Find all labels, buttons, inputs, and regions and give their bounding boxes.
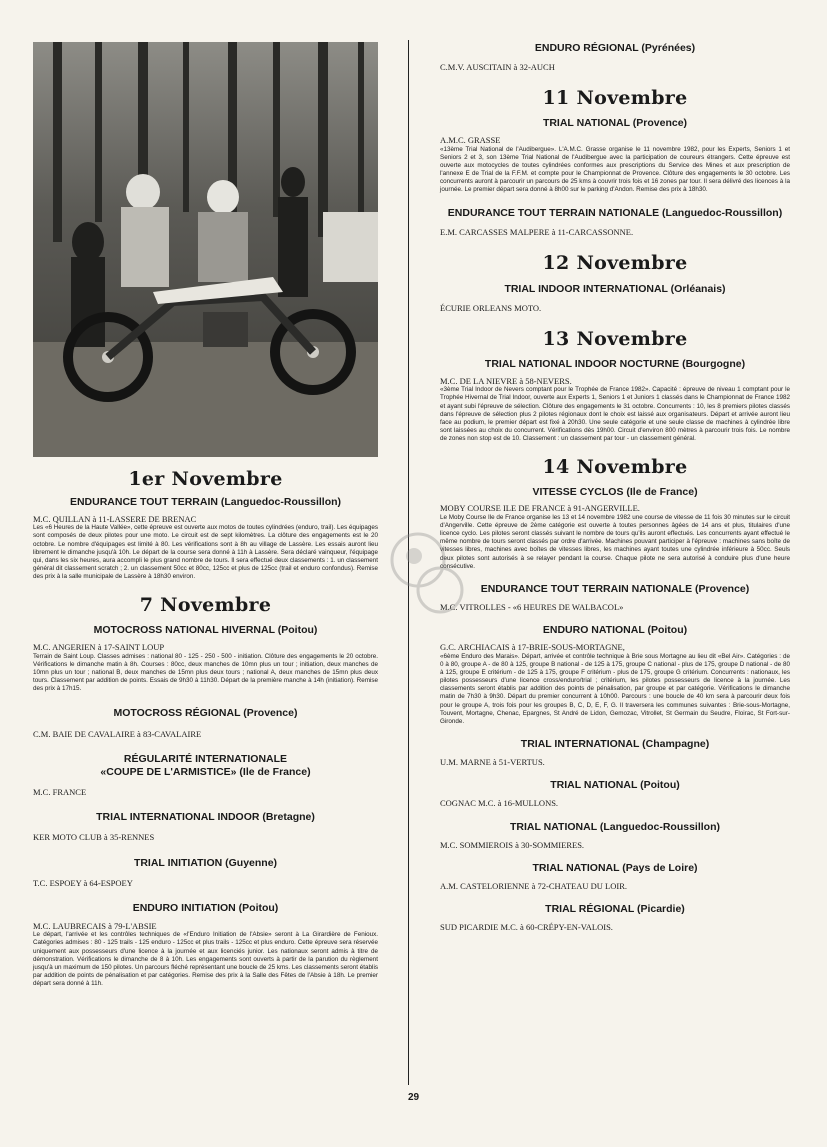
event-title: TRIAL NATIONAL INDOOR NOCTURNE (Bourgogne) (484, 357, 746, 370)
left-column (33, 42, 378, 988)
date-heading: 11 Novembre (542, 87, 688, 110)
event-title: MOTOCROSS NATIONAL HIVERNAL (Poitou) (93, 624, 318, 637)
event-title: TRIAL INITIATION (Guyenne) (133, 856, 278, 869)
event-description: «3ème Trial Indoor de Nevers comptant pour le Trophée de France 1982». Capacité : épreuve de niveau 1 comptant pour le Trophée Hivernal de Trial Indoor, ouverte aux Experts 1, Seniors 1 et Juniors 1 classés dans le Championnat de France 1982 et ayant subi l'épreuve de sélection. Clôture des engagements le 31 octobre. Concurrents : 10, les 8 premiers pilotes classés dans l'épreuve de sélection plus 2 pilotes régionaux dont le choix est laissé aux organisateurs. Départ et arrivée auront lieu face au podium, le premier départ est fixé à 20h30. Une seule catégorie et une seule classe de machines à cylindrée libre sont laissées au choix du concurrent. Vérifications dès 19h00. Circuit d'environ 800 mètres à parcourir trois fois. Le nombre de zones non stop est de 10. Classement : un classement par tour - un classement général. (440, 386, 790, 443)
event-title: TRIAL INTERNATIONAL (Champagne) (520, 738, 710, 751)
club-name: E.M. CARCASSES MALPERE à 11-CARCASSONNE. (440, 226, 634, 237)
event-description: «6ème Enduro des Marais». Départ, arrivée et contrôle technique à Brie sous Mortagne au lieu dit «Bel Air». Catégories : de 0 à 80, groupe A - de 80 à 125, groupe B national - de 125 à 175, groupe C national - plus de 175, groupe D national - de 80 à 125, groupe E critérium - de 125 à 175, groupe F critérium - plus de 175, groupe G critérium. Concurrents : nationaux, les pilotes possesseurs d'une licence cross/enduro/trial ; critérium, les pilotes possesseurs de licence à la journée. Les classements seront établis par addition des points de pénalisation, par groupe et par catégorie. Vérifications le dimanche matin de 7h30 à 9h30. Départ du premier concurrent à 10h00. Parcours : une boucle de 40 km sera à parcourir deux fois pour le groupe A, trois fois pour les groupes B, C, D, E, F, G. Il traversera les communes suivantes : Brie-sous-Mortagne, Touvent, Mortagne, Chenac, Epargnes, St André de Lidon, Gemozac, Vitrollet, St Germain du Seudre, Floirac, St Fort-sur-Gironde. (440, 652, 790, 725)
club-name: M.C. VITROLLES - «6 HEURES DE WALBACOL» (440, 602, 624, 612)
club-name: KER MOTO CLUB à 35-RENNES (33, 832, 155, 843)
club-name: G.C. ARCHIACAIS à 17-BRIE-SOUS-MORTAGNE, (440, 642, 625, 653)
motocross-photo (33, 42, 378, 457)
club-name: M.C. ANGERIEN à 17-SAINT LOUP (33, 642, 165, 653)
event-title: TRIAL NATIONAL (Languedoc-Roussillon) (510, 820, 720, 833)
club-name: T.C. ESPOEY à 64-ESPOEY (33, 877, 133, 888)
event-title: TRIAL NATIONAL (Poitou) (550, 779, 680, 792)
event-title: RÉGULARITÉ INTERNATIONALE (123, 752, 288, 765)
event-title: TRIAL RÉGIONAL (Picardie) (545, 903, 685, 916)
club-name: C.M.V. AUSCITAIN à 32-AUCH (440, 62, 555, 73)
date-heading: 7 Novembre (139, 594, 272, 617)
event-title: ENDURO RÉGIONAL (Pyrénées) (534, 42, 696, 54)
club-name: A.M. CASTELORIENNE à 72-CHATEAU DU LOIR. (440, 881, 627, 892)
date-heading: 12 Novembre (542, 251, 688, 274)
motocross-photo-icon (33, 42, 378, 457)
event-title: ENDURANCE TOUT TERRAIN (Languedoc-Roussillon) (69, 495, 342, 508)
club-name: MOBY COURSE ILE DE FRANCE à 91-ANGERVILLE. (440, 503, 640, 514)
club-name: ÉCURIE ORLEANS MOTO. (440, 302, 542, 313)
club-name: A.M.C. GRASSE (440, 135, 501, 146)
event-description: Le départ, l'arrivée et les contrôles techniques de «l'Enduro Initiation de l'Absie» seront à La Girardière de Fenioux. Catégories admises : 80 - 125 trails - 125 enduro - 125cc et plus trails - 125cc et plus enduro. Cette épreuve sera réservée uniquement aux possesseurs d'une licence à la journée et aux licenciés junior. Les nationaux seront admis à titre de démonstration. Vérifications le dimanche de 8 à 10h. Les engagements sont ouverts à partir de la parution du règlement jusqu'à un maximum de 150 pilotes. Un parcours fléché représentant une boucle de 25 kms. Les classements seront établis par addition de points de pénalisation et par catégories. Remise des prix à la Salle des Fêtes de l'Absie à 18h. Le premier départ sera donné à 11h. (33, 931, 378, 988)
club-name: U.M. MARNE à 51-VERTUS. (440, 757, 545, 768)
club-name: C.M. BAIE DE CAVALAIRE à 83-CAVALAIRE (33, 728, 202, 739)
date-heading: 13 Novembre (542, 328, 688, 351)
club-name: M.C. SOMMIEROIS à 30-SOMMIERES. (440, 839, 585, 850)
club-name: M.C. DE LA NIEVRE à 58-NEVERS. (440, 376, 572, 387)
club-name: M.C. QUILLAN à 11-LASSERE DE BRENAC (33, 514, 197, 525)
event-title-line-2: «COUPE DE L'ARMISTICE» (Ile de France) (100, 765, 311, 778)
date-heading: 1er Novembre (128, 468, 283, 490)
event-title: TRIAL NATIONAL (Pays de Loire) (532, 861, 698, 874)
event-title: ENDURANCE TOUT TERRAIN NATIONALE (Provence) (480, 582, 750, 595)
library-stamp-icon (388, 520, 468, 630)
club-name: M.C. LAUBRECAIS à 79-L'ABSIE (33, 920, 157, 931)
event-title: TRIAL INTERNATIONAL INDOOR (Bretagne) (96, 811, 315, 824)
event-title: TRIAL INDOOR INTERNATIONAL (Orléanais) (504, 282, 726, 295)
event-title: MOTOCROSS RÉGIONAL (Provence) (113, 707, 298, 720)
event-title: VITESSE CYCLOS (Ile de France) (532, 486, 698, 499)
club-name: M.C. FRANCE (33, 787, 87, 798)
event-title: ENDURO INITIATION (Poitou) (132, 901, 279, 914)
event-description: Terrain de Saint Loup. Classes admises : national 80 - 125 - 250 - 500 - initiation. Clôture des engagements le 20 octobre. Vérifications le dimanche matin à 8h. Courses : 80cc, deux manches de 10mn plus un tour ; initiation, deux manches de 10mn plus un tour ; national B, deux manches de 15mn plus deux tours ; national A, deux manches de 15mn plus deux tours. Classement par addition de points. Essais de 9h30 à 11h30. Départ de la première manche à 14h (initiation). Remise des prix à 17h15. (33, 652, 378, 693)
right-column (440, 42, 790, 933)
event-title: ENDURANCE TOUT TERRAIN NATIONALE (Languedoc-Roussillon) (447, 206, 783, 219)
event-description: Les «6 Heures de la Haute Vallée», cette épreuve est ouverte aux motos de toutes cylindrées (enduro, trail). Les équipages sont composés de deux pilotes pour une moto. Le circuit est de sept kilomètres. La clôture des engagements est le 20 octobre. Le nombre d'équipages est limité à 80. Les vérifications sont à 8h au village de Lassère. Les essais auront lieu librement le dimanche jusqu'à 10h. Le départ de la course sera donné à 11h à Lassère. Sera déclaré vainqueur, l'équipage qui, dans les six heures, aura accompli le plus grand nombre de tours. Il sera effectué deux classements : 1. un classement général dit classement scratch ; 2. un classement 50cc et 80cc, 125cc et plus de 125cc (trail et enduro confondus). Remise des prix à la salle municipale de Lassère à 18h30 environ. (33, 524, 378, 581)
event-title: TRIAL NATIONAL (Provence) (542, 117, 688, 130)
event-description: «13ème Trial National de l'Audibergue». L'A.M.C. Grasse organise le 11 novembre 1982, pour les Experts, Seniors 1 et Seniors 2 et 3, son 13ème Trial National de l'Audibergue avec la participation de coureurs étrangers. Cette épreuve est ouverte aux motocycles de toutes cylindrées conformes aux prescriptions du Service des Mines et aux prescription de l'annexe E de Trial de la F.F.M. et compte pour le Championnat de Provence. Clôture des engagements le 30 octobre. Les concurrents auront à parcourir un parcours de 25 kms à couvrir trois fois et 16 zones par tour. Il sera délivré des licences à la journée. Le premier départ sera donné à 8h00 sur le parking d'Andon. Remise des prix à 18h30. (440, 145, 790, 194)
event-description: Le Moby Course Ile de France organise les 13 et 14 novembre 1982 une course de vitesse de 11 fois 30 minutes sur le circuit d'Angerville. Cette épreuve de 2ème catégorie est ouverte à toutes personnes âgées de 14 ans et plus, titulaires d'une licence cyclo. Les pilotes seront classés suivant le nombre de tours qu'ils auront effectués. Les concurrents ayant effectué le même nombre de tours seront classés par ordre d'arrivée. Machines pouvant participer à l'épreuve : machines sans boîte de vitesses libres, machines avec boîtes de vitesses libres, les machines ayant toutes une cylindrée inférieure à 50cc. Seuls deux pilotes sont autorisés à se relayer pendant la course. Chaque pilote ne sera autorisé à conduire plus d'une heure consécutive. (440, 513, 790, 570)
page-number: 29 (407, 1092, 420, 1103)
event-title: ENDURO NATIONAL (Poitou) (542, 624, 688, 637)
club-name: SUD PICARDIE M.C. à 60-CRÉPY-EN-VALOIS. (440, 922, 613, 933)
club-name: COGNAC M.C. à 16-MULLONS. (440, 798, 559, 809)
date-heading: 14 Novembre (542, 456, 688, 479)
